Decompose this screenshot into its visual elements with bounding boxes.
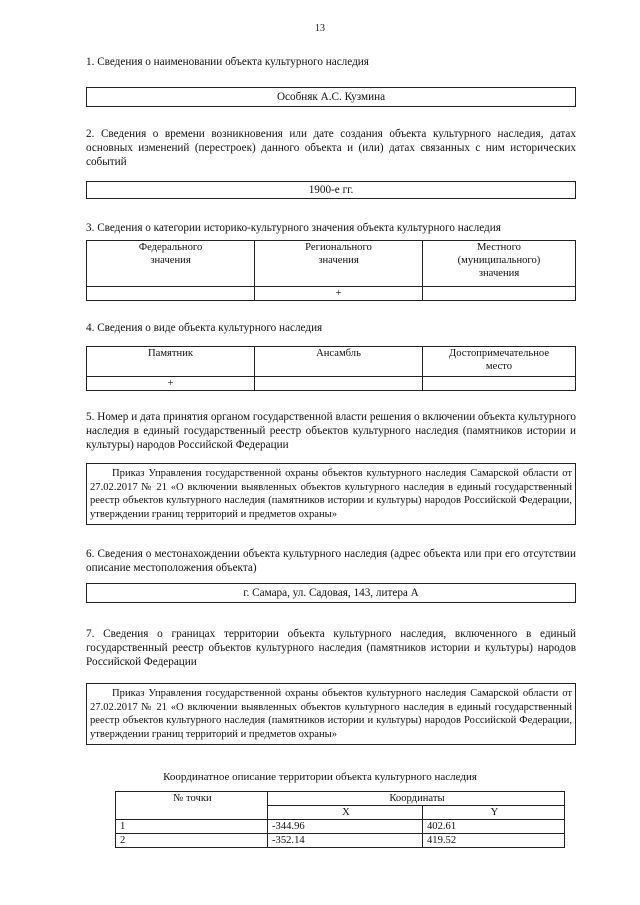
category-regional-mark: +: [255, 287, 423, 301]
type-monument-mark: +: [87, 377, 255, 391]
section5-heading: 5. Номер и дата принятия органом государственной власти решения о включении объекта культурного наследия в единый государственный реестр объектов культурного наследия (памятников истории и культуры) народов Российской Федерации: [86, 411, 576, 451]
type-landmark-header: Достопримечательное место: [423, 347, 576, 377]
category-local-mark: [423, 287, 576, 301]
section3-heading: 3. Сведения о категории историко-культурного значения объекта культурного наследия: [86, 222, 501, 234]
section7-heading: 7. Сведения о границах территории объекта культурного наследия, включенного в единый государственный реестр объектов культурного наследия (памятников истории и культуры) народов Российской Федерации: [86, 628, 576, 668]
object-name-value: Особняк А.С. Кузмина: [276, 91, 386, 103]
address-box: [86, 583, 576, 603]
boundaries-decision-text: Приказ Управления государственной охраны объектов культурного наследия Самарской области от 27.02.2017 № 21 «О включении выявленных объектов культурного наследия в единый государственный реестр объектов культурного наследия (памятников истории и культуры) народов Российской Федерации, утверждении границ территорий и предметов охраны»: [90, 688, 572, 740]
category-federal-header: Федерального значения: [87, 241, 255, 287]
coordinates-header: Координаты: [268, 792, 565, 806]
date-box: [86, 181, 576, 199]
coordinates-table: [115, 791, 565, 848]
section1-heading: 1. Сведения о наименовании объекта культурного наследия: [86, 56, 369, 68]
registry-decision-box: [86, 463, 576, 525]
boundaries-decision-box: [86, 683, 576, 745]
coordinates-header-row: [116, 792, 565, 806]
category-mark-row: [87, 287, 576, 301]
page-number: 13: [315, 23, 325, 34]
category-header-row: [87, 241, 576, 287]
type-ensemble-header: Ансамбль: [255, 347, 423, 377]
y-value: 402.61: [423, 820, 565, 834]
category-federal-mark: [87, 287, 255, 301]
coordinates-title: Координатное описание территории объекта культурного наследия: [163, 771, 477, 783]
y-header: Y: [423, 806, 565, 820]
point-number: 1: [116, 820, 268, 834]
type-header-row: [87, 347, 576, 377]
type-mark-row: [87, 377, 576, 391]
x-value: -344.96: [268, 820, 423, 834]
type-ensemble-mark: [255, 377, 423, 391]
category-table: [86, 240, 576, 301]
type-landmark-mark: [423, 377, 576, 391]
point-number: 2: [116, 834, 268, 848]
section6-heading: 6. Сведения о местонахождении объекта культурного наследия (адрес объекта или при его отсутствии описание местоположения объекта): [86, 548, 576, 574]
x-value: -352.14: [268, 834, 423, 848]
registry-decision-text: Приказ Управления государственной охраны объектов культурного наследия Самарской области от 27.02.2017 № 21 «О включении выявленных объектов культурного наследия в единый государственный реестр объектов культурного наследия (памятников истории и культуры) народов Российской Федерации, утверждении границ территорий и предметов охраны»: [90, 468, 572, 520]
address-value: г. Самара, ул. Садовая, 143, литера А: [243, 587, 419, 599]
date-value: 1900-е гг.: [308, 184, 354, 196]
section4-heading: 4. Сведения о виде объекта культурного наследия: [86, 322, 323, 334]
object-name-box: [86, 87, 576, 107]
type-table: [86, 346, 576, 391]
category-local-header: Местного (муниципального) значения: [423, 241, 576, 287]
table-row: [116, 820, 565, 834]
y-value: 419.52: [423, 834, 565, 848]
category-regional-header: Регионального значения: [255, 241, 423, 287]
section2-heading: 2. Сведения о времени возникновения или дате создания объекта культурного наследия, датах основных изменений (перестроек) данного объекта и (или) датах связанных с ним исторических событий: [86, 128, 576, 168]
x-header: X: [268, 806, 423, 820]
type-monument-header: Памятник: [87, 347, 255, 377]
table-row: [116, 834, 565, 848]
point-number-header: № точки: [116, 792, 268, 820]
